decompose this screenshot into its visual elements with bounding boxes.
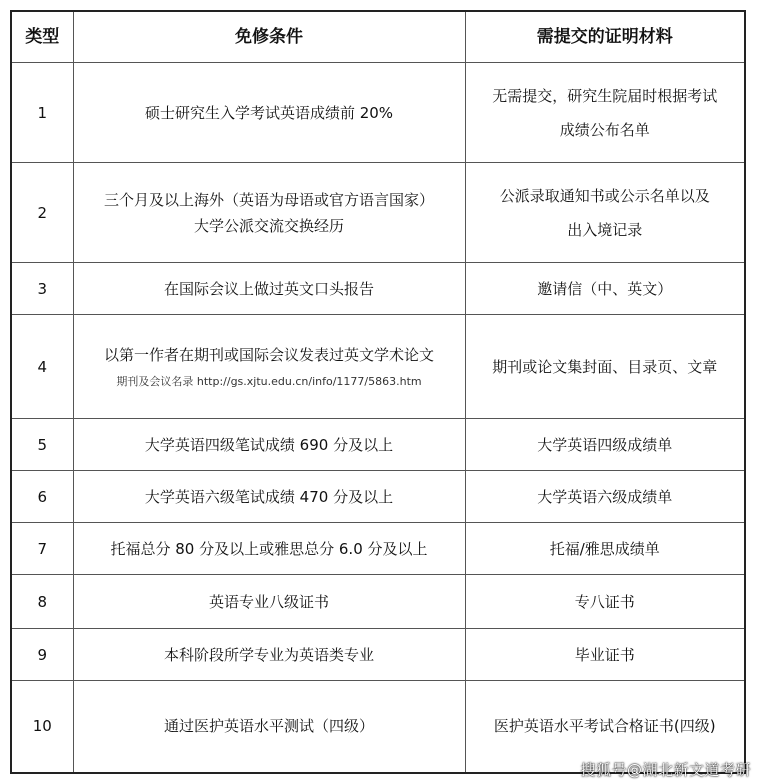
row-type: 3	[11, 263, 73, 315]
material-line: 毕业证书	[574, 645, 635, 664]
row-type: 1	[11, 63, 73, 163]
material-line: 大学英语四级成绩单	[537, 435, 673, 454]
material-line: 公派录取通知书或公示名单以及	[499, 186, 710, 205]
row-material	[465, 263, 745, 315]
row-condition	[73, 63, 465, 163]
material-line: 出入境记录	[567, 220, 643, 239]
table-row	[11, 471, 745, 523]
header-row	[11, 11, 745, 63]
material-line: 邀请信（中、英文）	[537, 279, 673, 298]
row-condition	[73, 263, 465, 315]
table-row	[11, 575, 745, 629]
condition-line: 本科阶段所学专业为英语类专业	[163, 645, 374, 664]
exemption-table	[10, 10, 746, 774]
row-material	[465, 575, 745, 629]
row-material	[465, 629, 745, 681]
journal-list-note: 期刊及会议名录 http://gs.xjtu.edu.cn/info/1177/5863.htm	[116, 374, 422, 388]
row-type: 5	[11, 419, 73, 471]
table-row	[11, 163, 745, 263]
header-condition: 免修条件	[73, 11, 465, 63]
material-line: 无需提交，研究生院届时根据考试	[492, 86, 718, 105]
condition-line: 硕士研究生入学考试英语成绩前 20%	[144, 103, 394, 122]
condition-line: 托福总分 80 分及以上或雅思总分 6.0 分及以上	[110, 539, 428, 558]
row-condition	[73, 471, 465, 523]
row-material	[465, 63, 745, 163]
material-line: 大学英语六级成绩单	[537, 487, 673, 506]
header-material: 需提交的证明材料	[465, 11, 745, 63]
condition-line: 三个月及以上海外（英语为母语或官方语言国家）	[103, 190, 434, 209]
table-row	[11, 523, 745, 575]
material-line: 托福/雅思成绩单	[549, 539, 660, 558]
row-type: 8	[11, 575, 73, 629]
watermark: 搜狐号@湖北新文道考研	[580, 761, 751, 779]
material-line: 期刊或论文集封面、目录页、文章	[492, 357, 718, 376]
condition-line: 大学英语六级笔试成绩 470 分及以上	[144, 487, 394, 506]
table-row	[11, 629, 745, 681]
condition-line: 以第一作者在期刊或国际会议发表过英文学术论文	[103, 345, 434, 364]
condition-line: 通过医护英语水平测试（四级）	[163, 717, 374, 736]
row-type: 10	[11, 681, 73, 773]
row-type: 7	[11, 523, 73, 575]
condition-line: 在国际会议上做过英文口头报告	[163, 279, 374, 298]
row-condition	[73, 681, 465, 773]
row-condition	[73, 419, 465, 471]
row-material	[465, 523, 745, 575]
table-row	[11, 63, 745, 163]
row-material	[465, 315, 745, 419]
row-material	[465, 163, 745, 263]
condition-line: 大学公派交流交换经历	[193, 216, 344, 235]
row-type: 2	[11, 163, 73, 263]
row-condition	[73, 523, 465, 575]
condition-line: 大学英语四级笔试成绩 690 分及以上	[144, 435, 394, 454]
row-material	[465, 471, 745, 523]
row-condition	[73, 629, 465, 681]
row-type: 6	[11, 471, 73, 523]
row-condition	[73, 315, 465, 419]
material-line: 医护英语水平考试合格证书(四级)	[493, 717, 716, 736]
material-line: 成绩公布名单	[559, 120, 650, 139]
header-type: 类型	[11, 11, 73, 63]
row-type: 4	[11, 315, 73, 419]
row-type: 9	[11, 629, 73, 681]
table-row	[11, 419, 745, 471]
row-condition	[73, 163, 465, 263]
row-material	[465, 419, 745, 471]
row-condition	[73, 575, 465, 629]
material-line: 专八证书	[574, 592, 635, 611]
table-row	[11, 315, 745, 419]
condition-line: 英语专业八级证书	[208, 592, 329, 611]
table-row	[11, 263, 745, 315]
